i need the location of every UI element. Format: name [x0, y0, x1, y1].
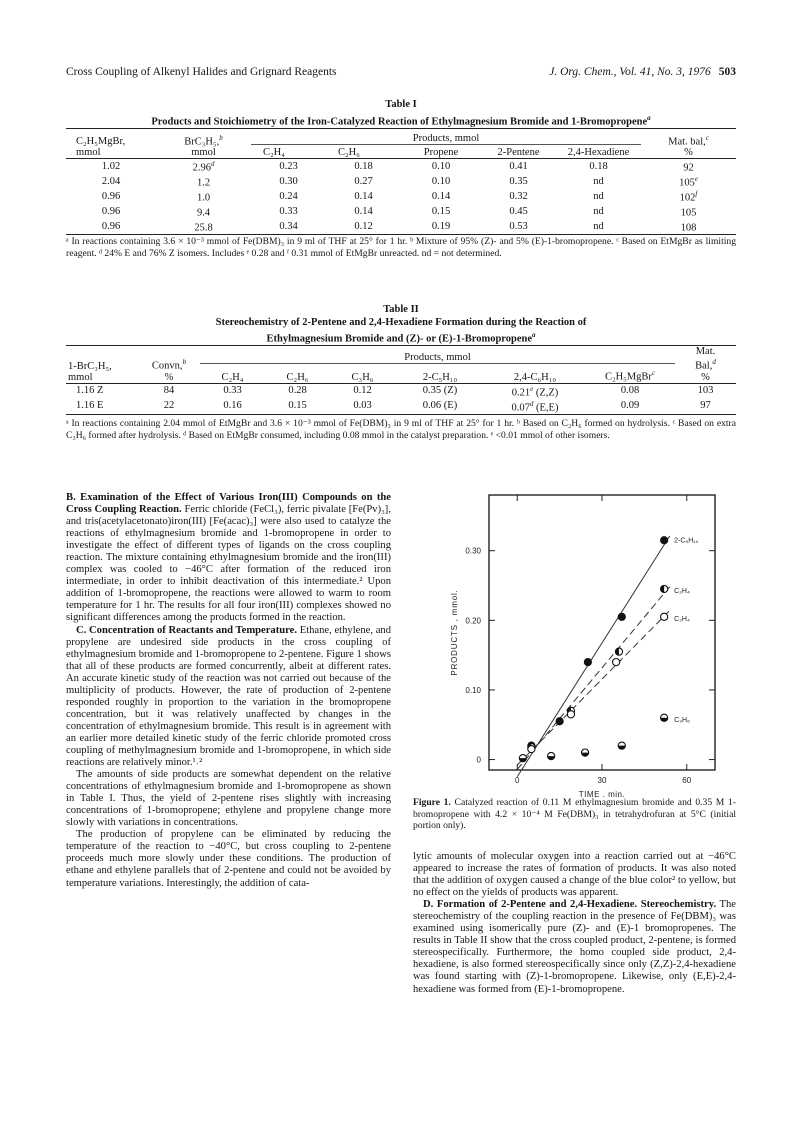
table1-header-col: C₂H₆ — [326, 145, 401, 159]
table2-header-col: C₂H₅MgBr$^c$ — [585, 363, 675, 383]
table-row: 0.96 9.4 0.33 0.14 0.15 0.45 nd 105 — [101, 206, 697, 219]
table-row: 0.96 1.0 0.24 0.14 0.14 0.32 nd 102$^f$ — [101, 190, 698, 204]
data-point — [661, 613, 668, 620]
table2-header-col: C₂H₆ — [265, 363, 330, 383]
table1-header-brc3: BrC₃H₅,$^b$ mmol — [156, 129, 251, 159]
figure-1 — [419, 485, 735, 797]
series-label: 2-C₅H₁₀ — [674, 537, 699, 545]
data-point — [584, 658, 591, 665]
figure-caption: Figure 1. Catalyzed reaction of 0.11 M ethylmagnesium bromide and 0.35 M 1-bromopropene with 4.2 × 10⁻⁴ M Fe(DBM)₃ in tetrahydrofuran at 5°C (initial portion only). — [413, 797, 736, 831]
table-row: 0.96 25.8 0.34 0.12 0.19 0.53 nd 108 — [66, 219, 736, 235]
table-row: 1.16 Z 84 0.33 0.28 0.12 0.35 (Z) 0.21e (Z,Z) 0.08 103 — [76, 384, 714, 398]
paragraph: The amounts of side products are somewhat dependent on the relative concentrations of ethylmagnesium bromide and 1-bromopropene as shown in Table I. Thus, the yield of 2-pentene rises slightly with increasing concentrations of 1-bromopropene; ethylene and propylene change more slowly with variations in concentrations. — [66, 769, 391, 829]
table1-header-col: 2-Pentene — [481, 145, 556, 159]
marker — [661, 613, 668, 620]
table2-header-col: C₂H₄ — [200, 363, 265, 383]
table-row: 2.04 1.2 0.30 0.27 0.10 0.35 nd 105e — [101, 175, 698, 189]
marker — [661, 537, 668, 544]
table-row: 1.02 2.96$^d$ 0.23 0.18 0.10 0.41 0.18 92 — [101, 160, 694, 174]
data-point — [613, 658, 620, 665]
plot-frame — [489, 495, 715, 770]
data-point — [615, 648, 622, 655]
paragraph: The production of propylene can be eliminated by reducing the temperature of the reaction to −40°C, but cross coupling to 2-pentene proceeds much more slowly under these conditions. The production of ethane and ethylene parallels that of 2-pentene and could not be avoided by temperature variations. Interestingly, the addition of cata- — [66, 829, 391, 889]
table2-footnote: ᵃ In reactions containing 2.04 mmol of EtMgBr and 3.6 × 10⁻³ mmol of Fe(DBM)₃ in 9 ml of THF at 25° for 1 hr. ᵇ Based on C₂H₆ formed on hydrolysis. ᶜ Based on extra C₃H₆ formed after hydrolysis. ᵈ Based on EtMgBr consumed, including 0.08 mmol in the catalyst preparation. ᵉ <0.01 mmol of other isomers. — [66, 418, 736, 441]
x-axis-label: TIME , min. — [578, 790, 626, 797]
trend-line — [517, 536, 670, 777]
table2-header-products: Products, mmol — [200, 346, 675, 364]
data-points — [519, 537, 667, 762]
table1-header-products: Products, mmol — [251, 129, 641, 145]
y-axis-label: PRODUCTS , mmol. — [450, 589, 459, 676]
table2 — [66, 345, 736, 415]
x-tick-label: 0 — [515, 776, 520, 785]
journal-citation: J. Org. Chem., Vol. 41, No. 3, 1976 503 — [549, 66, 736, 78]
section-c-heading: C. Concentration of Reactants and Temperature. — [76, 624, 298, 636]
marker — [567, 711, 574, 718]
figure-1-chart — [419, 485, 735, 797]
table2-label: Table II — [383, 304, 419, 315]
table2-title-line1: Stereochemistry of 2-Pentene and 2,4-Hexadiene Formation during the Reaction of — [215, 317, 587, 328]
data-point — [581, 749, 588, 756]
section-b: B. Examination of the Effect of Various Iron(III) Compounds on the Cross Coupling Reaction. Ferric chloride (FeCl₃), ferric pivalate [Fe(Pv)₃], and tris(acetylacetonato)iron(III) [Fe(acac)₃] were also used to catalyze the reactions of ethylmagnesium bromide and 1-bromopropene in order to investigate the effect of different types of ligands on the cross coupling reaction. The mixture containing ethylmagnesium bromide and the iron(III) complex was cooled to −46°C after formation of the reduced iron intermediate, in order to inhibit deactivation of this intermediate.² Upon addition of 1-bromopropene, the reactions were allowed to warm to room temperature for 1 hr. The results for all four iron(III) complexes showed no significant differences among the products formed in the reaction. — [66, 492, 391, 624]
data-point — [618, 742, 625, 749]
table2-header-matbal: Mat. Bal,$^d$ % — [675, 346, 736, 384]
data-point — [618, 613, 625, 620]
table2-title-line2: Ethylmagnesium Bromide and (Z)- or (E)-1-Bromopropene$^a$ — [266, 331, 536, 345]
table1-header-emgbr: C₂H₅MgBr, mmol — [66, 129, 156, 159]
table1-header-matbal: Mat. bal,$^c$ % — [641, 129, 736, 159]
table1-title: Products and Stoichiometry of the Iron-Catalyzed Reaction of Ethylmagnesium Bromide and 1-Bromopropene$^a$ — [151, 114, 651, 128]
marker — [528, 746, 535, 753]
data-point — [519, 755, 526, 762]
data-point — [548, 752, 555, 759]
series-label: C₂H₄ — [674, 615, 690, 623]
table2-header-conv: Convn,$^b$ % — [138, 346, 200, 384]
table-row: 1.16 E 22 0.16 0.15 0.03 0.06 (E) 0.07$^d$ (E,E) 0.09 97 — [66, 399, 736, 415]
section-b-heading: B. Examination of the Effect of Various Iron(III) Compounds on the Cross Coupling Reaction. — [66, 492, 391, 516]
marker — [613, 658, 620, 665]
table1-header-col: C₂H₄ — [251, 145, 326, 159]
paragraph: lytic amounts of molecular oxygen into a reaction carried out at −46°C appeared to increase the rates of formation of products. It was also noted that the addition of oxygen caused a change of the blue color² to yellow, but no effect on the yields of products was apparent. — [413, 851, 736, 899]
trend-line — [517, 587, 670, 770]
table2-header-col: 2,4-C₆H₁₀ — [485, 363, 585, 383]
trend-lines — [517, 536, 670, 777]
running-title: Cross Coupling of Alkenyl Halides and Grignard Reagents — [66, 66, 337, 78]
data-point — [661, 537, 668, 544]
table1-header-col: Propene — [401, 145, 481, 159]
marker — [556, 718, 563, 725]
series-labels — [674, 537, 699, 724]
y-tick-label: 0 — [476, 755, 481, 765]
section-d: D. Formation of 2-Pentene and 2,4-Hexadiene. Stereochemistry. The stereochemistry of the coupling reaction in the presence of Fe(DBM)₃ was examined using isomerically pure (Z)- and (E)-1 bromopropenes. The results in Table II show that the cross coupled product, 2-pentene, is formed stereospecifically. Furthermore, the homo coupled side product, 2,4-hexadiene, is also formed stereospecifically since only (Z,Z)-2,4-hexadiene was found starting with (Z)-1-bromopropene. Likewise, only (E,E)-2,4-hexadiene was formed from (E)-1-bromopropene. — [413, 899, 736, 995]
data-point — [661, 714, 668, 721]
y-tick-label: 0.30 — [465, 546, 481, 556]
x-tick-label: 30 — [597, 776, 607, 785]
page-number: 503 — [718, 66, 736, 78]
section-c: C. Concentration of Reactants and Temperature. Ethane, ethylene, and propylene are undesired side products in the cross coupling of ethylmagnesium bromide and 1-bromopropene to 2-pentene. Figure 1 shows that all of these products are formed concurrently, albeit at different rates. An accurate kinetic study of the reaction was not carried out because of the multiplicity of products. However, the rate of production of 2-pentene responded roughly in proportion to the variation in the bromopropene concentration, but it was relatively unaffected by changes in the concentration of ethylmagnesium bromide. This result is in agreement with an earlier more detailed kinetic study of the ferric chloride promoted cross coupling of methylmagnesium bromide and 1-bromopropene, in which side reactions are relatively minor.¹˒² — [66, 624, 391, 769]
table1 — [66, 128, 736, 235]
table2-header-col: C₃H₆ — [330, 363, 395, 383]
marker — [618, 613, 625, 620]
series-label: C₃H₆ — [674, 716, 690, 724]
x-tick-label: 60 — [682, 776, 692, 785]
table1-footnote: ᵃ In reactions containing 3.6 × 10⁻³ mmol of Fe(DBM)₃ in 9 ml of THF at 25° for 1 hr. ᵇ Mixture of 95% (Z)- and 5% (E)-1-bromopropene. ᶜ Based on EtMgBr as limiting reagent. ᵈ 24% E and 76% Z isomers. Includes ᵉ 0.28 and ᶠ 0.31 mmol of EtMgBr unreacted. nd = not determined. — [66, 236, 736, 259]
left-column — [66, 492, 391, 890]
table2-header-br: 1-BrC₃H₅, mmol — [66, 346, 138, 384]
right-column — [413, 851, 736, 996]
data-point — [567, 711, 574, 718]
table2-header-col: 2-C₅H₁₀ — [395, 363, 485, 383]
y-tick-label: 0.20 — [465, 616, 481, 626]
marker — [584, 658, 591, 665]
series-label: C₂H₄ — [674, 587, 690, 595]
running-header — [66, 66, 736, 82]
section-d-heading: D. Formation of 2-Pentene and 2,4-Hexadiene. Stereochemistry. — [423, 899, 717, 911]
table1-label: Table I — [385, 99, 417, 110]
table1-header-col: 2,4-Hexadiene — [556, 145, 641, 159]
y-tick-label: 0.10 — [465, 685, 481, 695]
data-point — [528, 746, 535, 753]
data-point — [556, 718, 563, 725]
data-point — [661, 585, 668, 592]
